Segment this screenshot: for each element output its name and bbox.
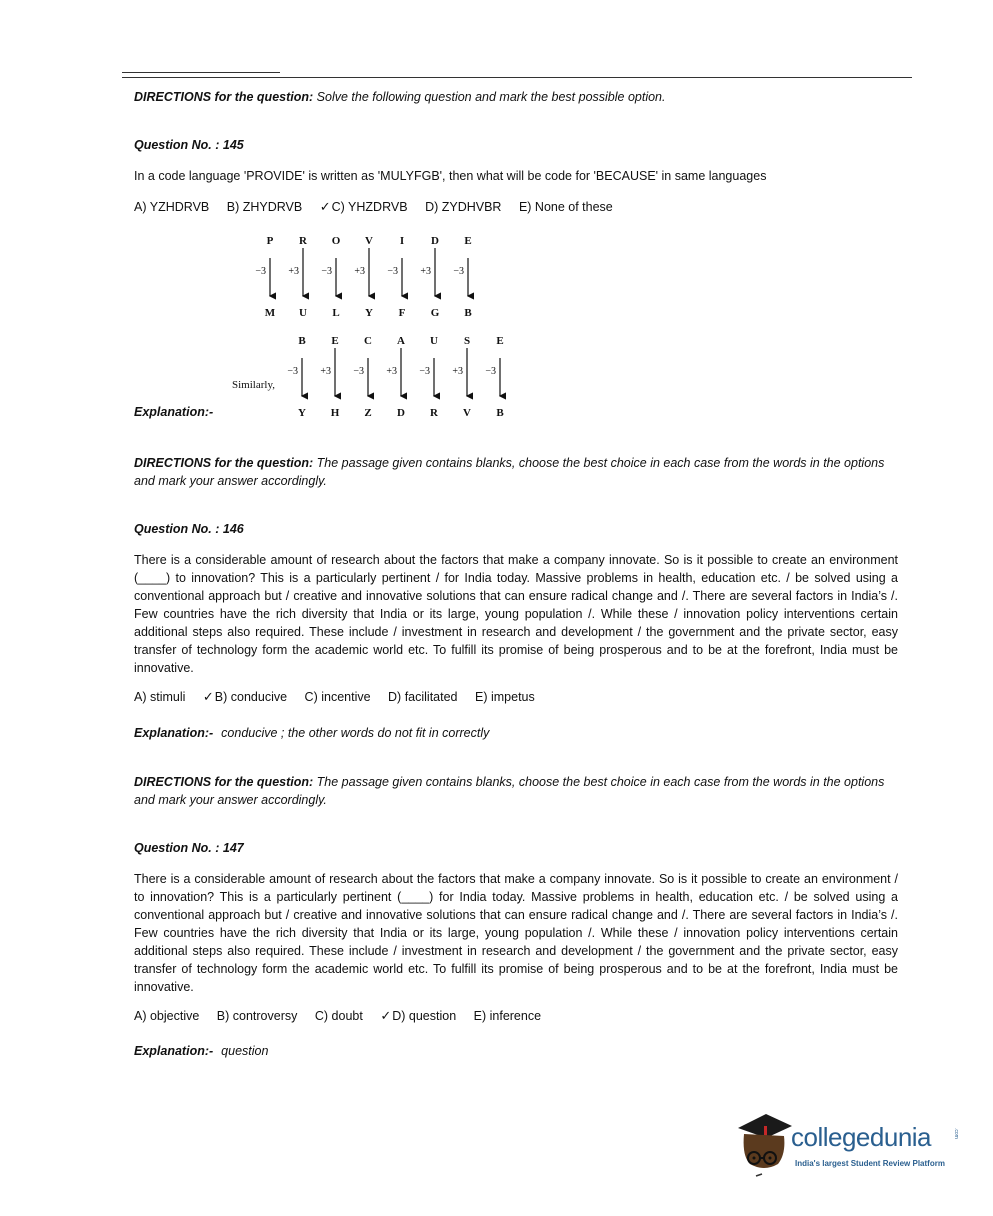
q146-option-b[interactable]: B) conducive — [214, 690, 288, 704]
header-rule-long — [122, 77, 912, 78]
row2-bottom-letter: Z — [364, 407, 372, 419]
q145-option-d[interactable]: D) ZYDHVBR — [425, 200, 502, 214]
row1-op-label: +3 — [420, 266, 431, 277]
row1-bottom-letter: B — [464, 307, 472, 319]
row2-top-letter: E — [496, 335, 504, 347]
row1-op-label: −3 — [387, 266, 398, 277]
row1-op-label: −3 — [321, 266, 332, 277]
logo-brand: collegedunia — [791, 1122, 932, 1152]
row1-top-letter: P — [266, 235, 274, 247]
q146-option-a[interactable]: A) stimuli — [134, 690, 186, 704]
row2-top-letter: A — [397, 335, 405, 347]
q145-options — [134, 199, 627, 215]
q147-options — [134, 1008, 555, 1024]
row1-bottom-letter: G — [430, 307, 440, 319]
q146-option-c[interactable]: C) incentive — [304, 690, 371, 704]
q146-number: Question No. : 146 — [134, 522, 244, 536]
row2-op-label: −3 — [485, 366, 496, 377]
row1-op-label: −3 — [453, 266, 464, 277]
q145-option-b[interactable]: B) ZHYDRVB — [226, 200, 303, 214]
row1-op-label: +3 — [288, 266, 299, 277]
row1-top-letter: I — [399, 235, 405, 247]
q147-number: Question No. : 147 — [134, 841, 244, 855]
q145-option-a[interactable]: A) YZHDRVB — [134, 200, 210, 214]
row1-top-letter: O — [331, 235, 341, 247]
q146-option-e[interactable]: E) impetus — [475, 690, 535, 704]
q147-option-e[interactable]: E) inference — [473, 1009, 542, 1023]
q147-option-b[interactable]: B) controversy — [216, 1009, 298, 1023]
q147-option-a[interactable]: A) objective — [134, 1009, 200, 1023]
row2-op-label: −3 — [419, 366, 430, 377]
similarly-label: Similarly, — [232, 379, 275, 391]
row2-top-letter: U — [430, 335, 438, 347]
row2-top-letter: S — [463, 335, 471, 347]
row2-top-letter: E — [331, 335, 339, 347]
logo-com: .com — [953, 1128, 959, 1139]
check-mark-icon: ✓ — [202, 689, 214, 704]
q147-option-d[interactable]: D) question — [392, 1009, 457, 1023]
row1-bottom-letter: U — [299, 307, 307, 319]
header-rule-short — [122, 72, 280, 73]
q145-option-c[interactable]: C) YHZDRVB — [331, 200, 408, 214]
row2-bottom-letter: R — [430, 407, 438, 419]
row2-op-label: +3 — [320, 366, 331, 377]
q147-explanation: Explanation:- question — [134, 1044, 269, 1058]
q145-question: In a code language 'PROVIDE' is written as 'MULYFGB', then what will be code for 'BECAUSE' in same languages — [134, 169, 767, 183]
row1-top-letter: V — [365, 235, 373, 247]
row2-bottom-letter: V — [463, 407, 471, 419]
q145-option-e[interactable]: E) None of these — [518, 200, 613, 214]
logo-tagline: India's largest Student Review Platform — [795, 1159, 945, 1168]
check-mark-icon: ✓ — [380, 1008, 392, 1023]
row2-op-label: −3 — [287, 366, 298, 377]
row1-op-label: +3 — [354, 266, 365, 277]
row1-bottom-letter: M — [264, 307, 276, 319]
row2-op-label: −3 — [353, 366, 364, 377]
row2-bottom-letter: B — [496, 407, 504, 419]
q146-passage: There is a considerable amount of research about the factors that make a company innovate. So is it possible to create an environment (____) to innovation? This is a particularly pertinent / for India today. Massive problems in health, education etc. / be solved using a conventional approach but / creative and innovative solutions that can ensure radical change and /. There are several factors in India’s /. Few countries have the rich diversity that India or its large, young population /. While these / innovation policy interventions certain additional steps also required. These include / investment in research and development / the government and the private sector, easy transfer of technology form the academic world etc. To fulfill its promise of being prosperous and to be at the forefront, India must be innovative. — [134, 553, 898, 675]
q146-options — [134, 689, 549, 705]
row1-top-letter: D — [431, 235, 439, 247]
q145-coding-diagram — [220, 230, 520, 426]
q147-option-c[interactable]: C) doubt — [314, 1009, 363, 1023]
q147-directions: DIRECTIONS for the question: The passage given contains blanks, choose the best choice in each case from the words in the options and mark your answer accordingly. — [134, 775, 885, 807]
row1-bottom-letter: Y — [365, 307, 373, 319]
logo-mascot-icon — [736, 1108, 794, 1180]
q146-option-d[interactable]: D) facilitated — [388, 690, 458, 704]
q146-directions: DIRECTIONS for the question: The passage given contains blanks, choose the best choice in each case from the words in the options and mark your answer accordingly. — [134, 456, 885, 488]
q145-number: Question No. : 145 — [134, 138, 244, 152]
row2-top-letter: C — [364, 335, 372, 347]
row1-bottom-letter: L — [332, 307, 340, 319]
row2-bottom-letter: H — [330, 407, 340, 419]
q145-directions: DIRECTIONS for the question: Solve the following question and mark the best possible option. — [134, 90, 666, 104]
q145-explanation: Explanation:- — [134, 405, 214, 419]
row2-top-letter: B — [298, 335, 306, 347]
row2-bottom-letter: D — [397, 407, 405, 419]
check-mark-icon: ✓ — [319, 199, 331, 214]
row1-op-label: −3 — [255, 266, 266, 277]
q146-explanation: Explanation:- conducive ; the other words do not fit in correctly — [134, 726, 490, 740]
row2-bottom-letter: Y — [298, 407, 306, 419]
row2-op-label: +3 — [452, 366, 463, 377]
q147-passage: There is a considerable amount of research about the factors that make a company innovate. So is it possible to create an environment / to innovation? This is a particularly pertinent (____) for India today. Massive problems in health, education etc. / be solved using a conventional approach but / creative and innovative solutions that can ensure radical change and /. There are several factors in India’s /. Few countries have the rich diversity that India or its large, young population /. While these / innovation policy interventions certain additional steps also required. These include / investment in research and development / the government and the private sector, easy transfer of technology form the academic world etc. To fulfill its promise of being prosperous and to be at the forefront, India must be innovative. — [134, 872, 898, 994]
row1-top-letter: E — [464, 235, 472, 247]
row1-top-letter: R — [299, 235, 307, 247]
row2-op-label: +3 — [386, 366, 397, 377]
row1-bottom-letter: F — [398, 307, 406, 319]
